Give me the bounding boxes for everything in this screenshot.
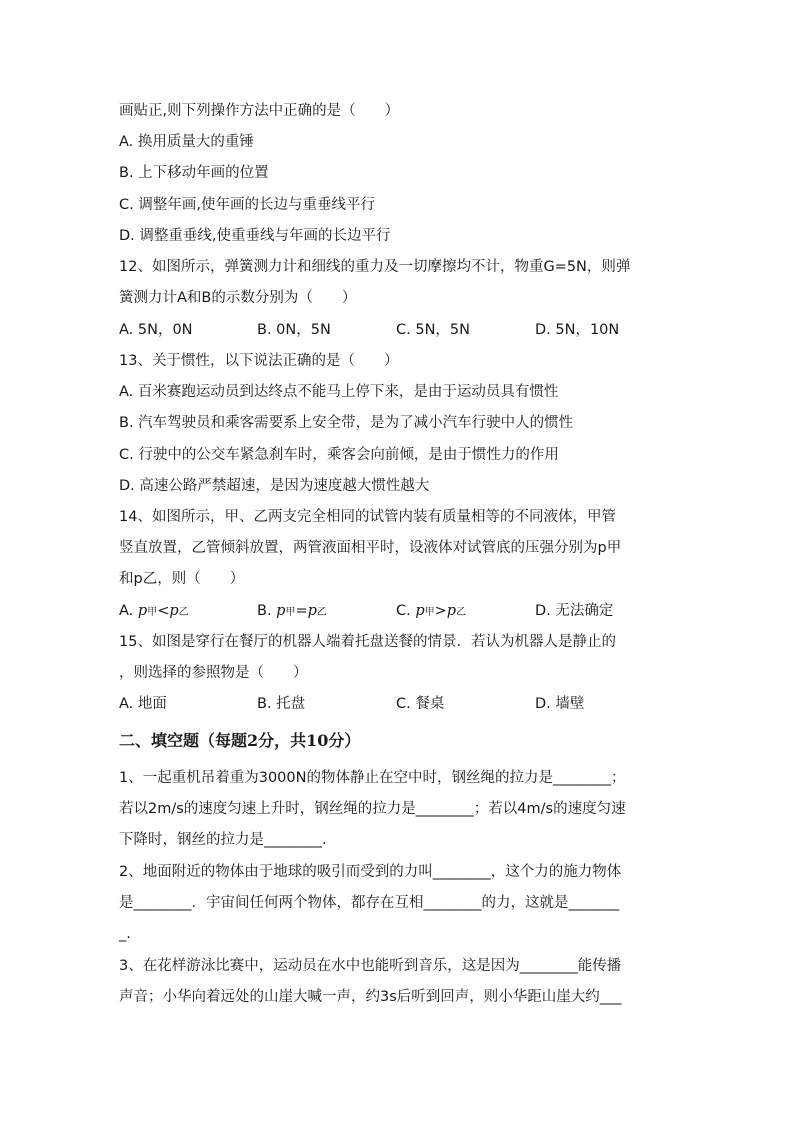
q15-stem-line2: ，则选择的参照物是（ ） bbox=[119, 665, 308, 681]
fill-2-line3: _. bbox=[119, 926, 131, 942]
q15-option-c: C. 餐桌 bbox=[396, 696, 445, 712]
q13-option-c: C. 行驶中的公交车紧急刹车时，乘客会向前倾，是由于惯性力的作用 bbox=[119, 447, 559, 463]
q14-stem-line2: 竖直放置，乙管倾斜放置，两管液面相平时，设液体对试管底的压强分别为p甲 bbox=[119, 540, 622, 556]
q14-option-c: C. p甲>p乙 bbox=[396, 603, 467, 619]
fill-2-line1: 2、地面附近的物体由于地球的吸引而受到的力叫________，这个力的施力物体 bbox=[119, 864, 622, 880]
fill-1-line3: 下降时，钢丝的拉力是________. bbox=[119, 832, 327, 848]
q12-stem-line2: 簧测力计A和B的示数分别为（ ） bbox=[119, 290, 357, 306]
q11-option-d: D. 调整重垂线,使重垂线与年画的长边平行 bbox=[119, 228, 391, 244]
q14-option-b: B. p甲=p乙 bbox=[257, 603, 327, 619]
fill-2-line2: 是________．宇宙间任何两个物体，都存在互相________的力，这就是_______ bbox=[119, 895, 620, 911]
q14-option-d: D. 无法确定 bbox=[535, 603, 614, 619]
q11-option-a: A. 换用质量大的重锤 bbox=[119, 134, 254, 150]
q12-option-d: D. 5N，10N bbox=[535, 322, 620, 338]
q15-option-d: D. 墙壁 bbox=[535, 696, 585, 712]
q15-option-a: A. 地面 bbox=[119, 696, 167, 712]
q13-option-a: A. 百米赛跑运动员到达终点不能马上停下来，是由于运动员具有惯性 bbox=[119, 384, 559, 400]
q11-stem-continuation: 画贴正,则下列操作方法中正确的是（ ） bbox=[119, 103, 400, 119]
q13-stem: 13、关于惯性，以下说法正确的是（ ） bbox=[119, 353, 399, 369]
q12-option-c: C. 5N，5N bbox=[396, 322, 470, 338]
q11-option-b: B. 上下移动年画的位置 bbox=[119, 165, 269, 181]
q11-option-c: C. 调整年画,使年画的长边与重垂线平行 bbox=[119, 197, 375, 213]
fill-3-line1: 3、在花样游泳比赛中，运动员在水中也能听到音乐，这是因为________能传播 bbox=[119, 958, 622, 974]
fill-3-line2: 声音；小华向着远处的山崖大喊一声，约3s后听到回声，则小华距山崖大约___ bbox=[119, 989, 622, 1005]
q12-option-a: A. 5N，0N bbox=[119, 322, 193, 338]
section-heading-fill-in: 二、填空题（每题2分，共10分） bbox=[119, 731, 361, 750]
q15-stem-line1: 15、如图是穿行在餐厅的机器人端着托盘送餐的情景．若认为机器人是静止的 bbox=[119, 634, 616, 650]
q14-stem-line1: 14、如图所示，甲、乙两支完全相同的试管内装有质量相等的不同液体，甲管 bbox=[119, 509, 616, 525]
q13-option-d: D. 高速公路严禁超速，是因为速度越大惯性越大 bbox=[119, 478, 430, 494]
fill-1-line1: 1、一起重机吊着重为3000N的物体静止在空中时，钢丝绳的拉力是________； bbox=[119, 770, 626, 786]
q14-option-a: A. p甲<p乙 bbox=[119, 603, 189, 619]
q12-stem-line1: 12、如图所示，弹簧测力计和细线的重力及一切摩擦均不计，物重G=5N，则弹 bbox=[119, 259, 631, 275]
fill-1-line2: 若以2m/s的速度匀速上升时，钢丝绳的拉力是________；若以4m/s的速度匀速 bbox=[119, 801, 626, 817]
q14-stem-line3: 和p乙，则（ ） bbox=[119, 571, 245, 587]
q12-option-b: B. 0N，5N bbox=[257, 322, 331, 338]
q13-option-b: B. 汽车驾驶员和乘客需要系上安全带，是为了减小汽车行驶中人的惯性 bbox=[119, 415, 574, 431]
q15-option-b: B. 托盘 bbox=[257, 696, 306, 712]
